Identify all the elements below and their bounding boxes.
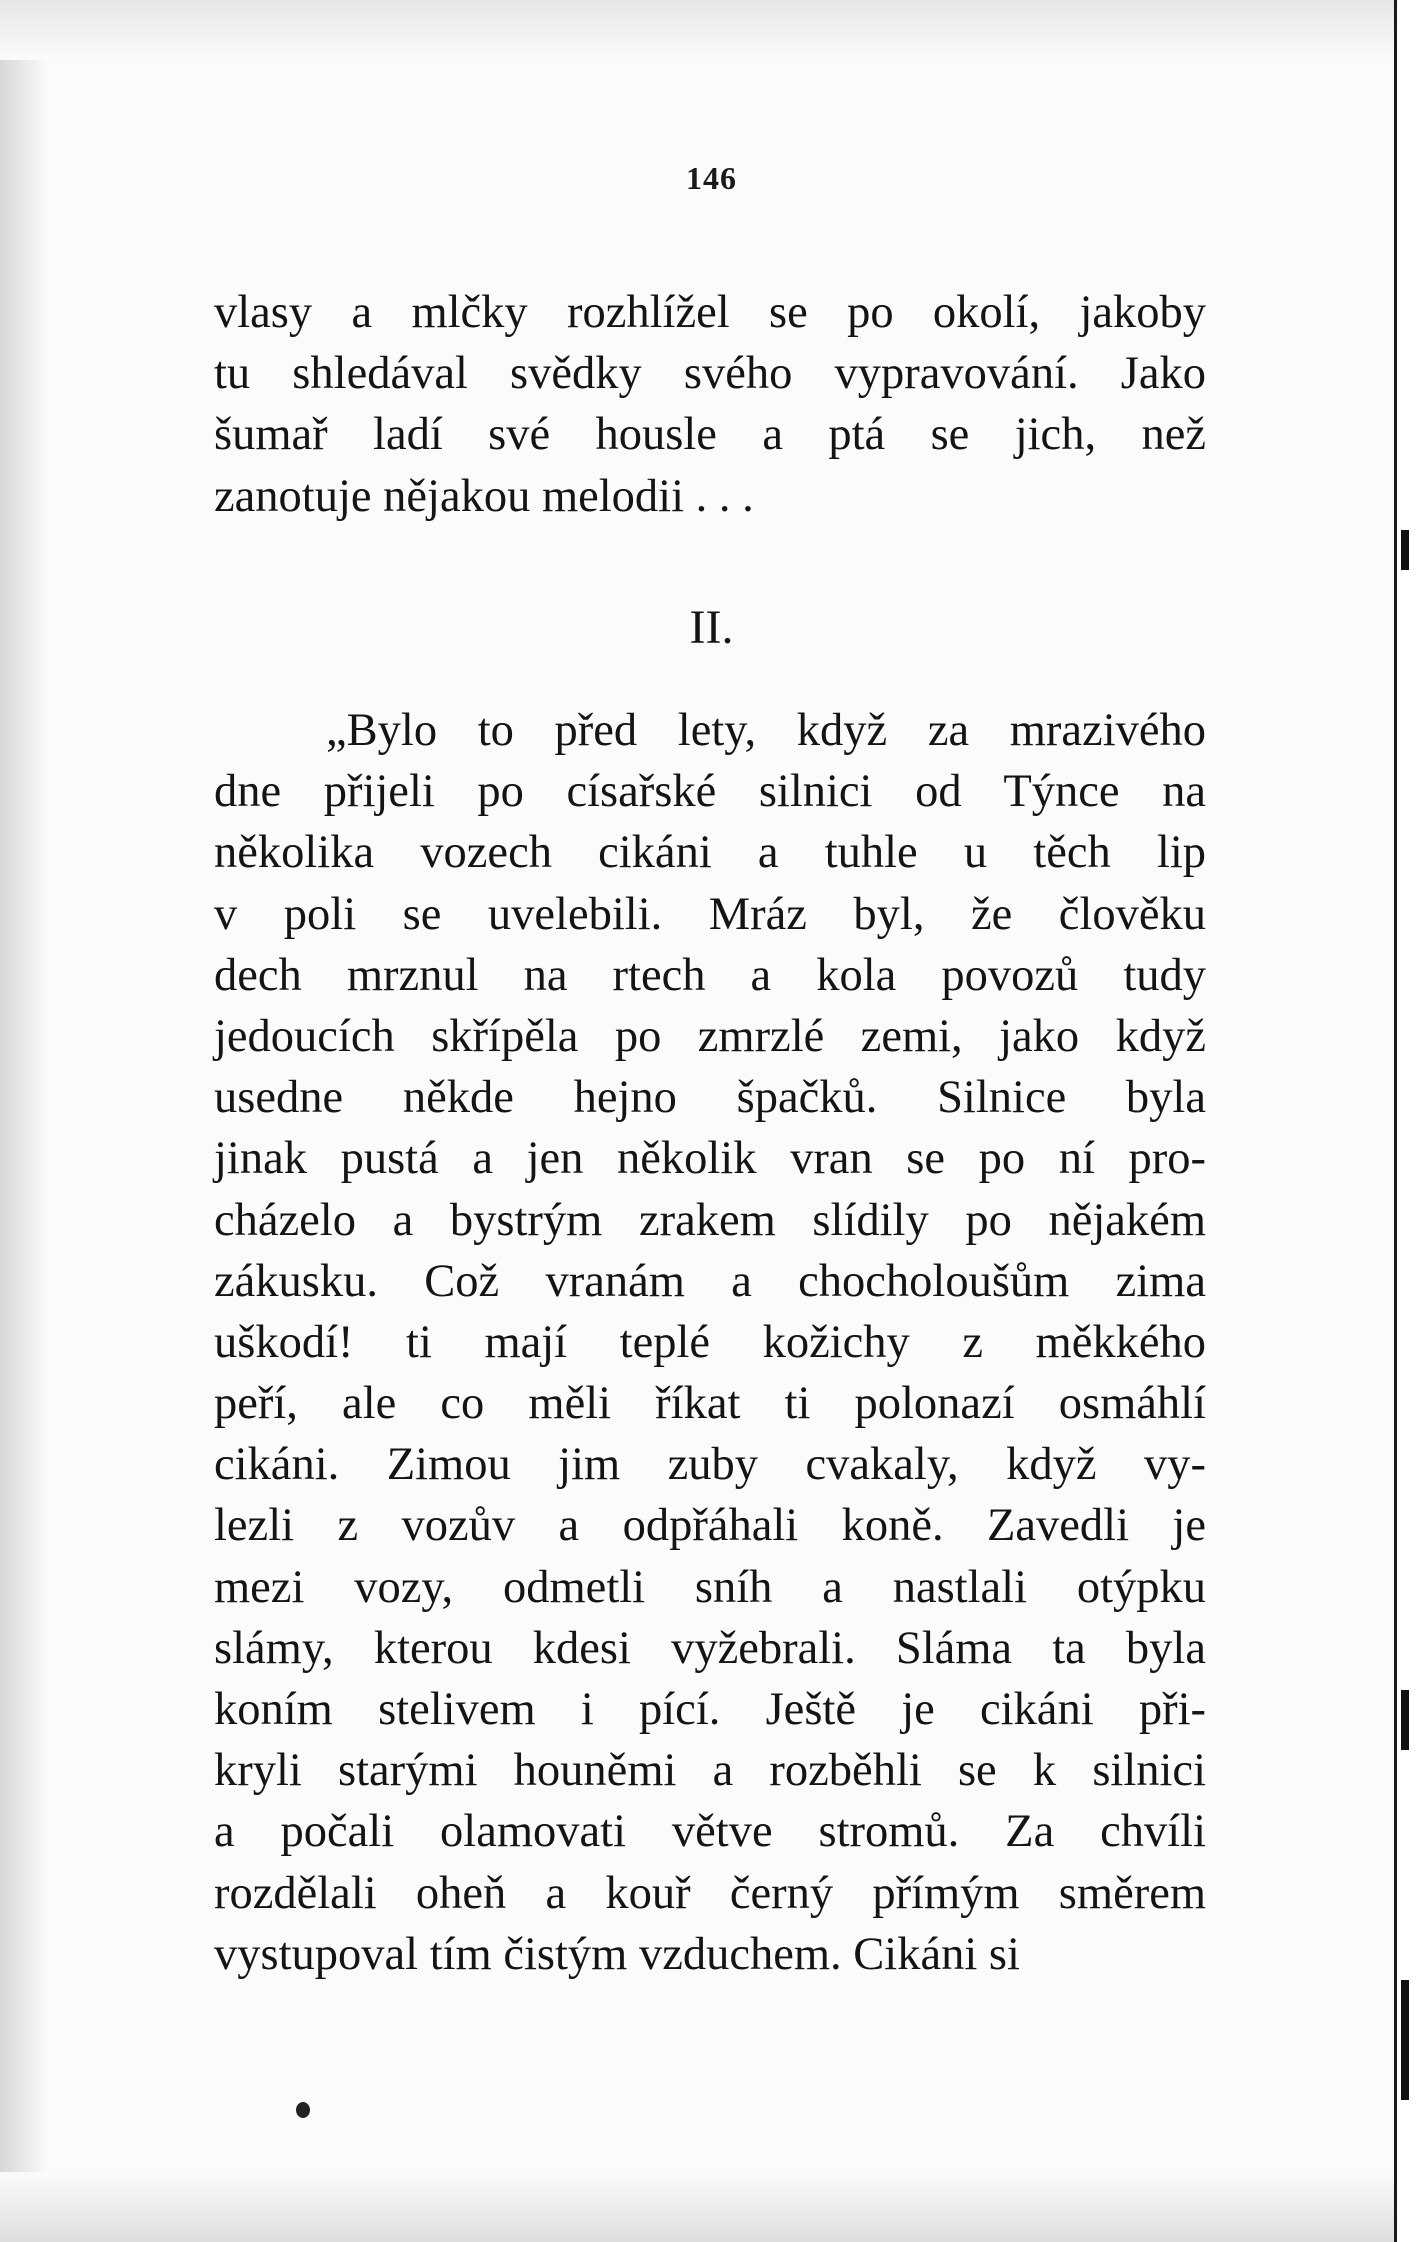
text-line: šumař ladí své housle a ptá se jich, než [214,409,1206,461]
section-heading: II. [689,601,734,654]
text-line: uškodí! ti mají teplé kožichy z měkkého [214,1316,1206,1368]
ink-speck [296,2102,310,2118]
text-line: cházelo a bystrým zrakem slídily po nějakém [214,1194,1206,1246]
text-line: rozdělali oheň a kouř černý přímým směrem [214,1867,1206,1919]
text-line: „Bylo to před lety, když za mrazivého [326,705,1206,756]
scan-edge-mark [1401,530,1409,570]
scan-top-shadow [0,0,1423,60]
text-line: několika vozech cikáni a tuhle u těch lip [214,827,1206,879]
text-line: zanotuje nějakou melodii . . . [214,470,754,522]
text-line: cikáni. Zimou jim zuby cvakaly, když vy- [214,1439,1206,1491]
text-line: v poli se uvelebili. Mráz byl, že člověku [214,888,1206,940]
text-line: jinak pustá a jen několik vran se po ní pro- [214,1133,1206,1185]
page-number: 146 [686,160,737,196]
text-line: tu shledával svědky svého vypravování. Jako [214,348,1206,400]
text-line: vlasy a mlčky rozhlížel se po okolí, jakoby [214,287,1206,338]
text-line: vystupoval tím čistým vzduchem. Cikáni si [214,1928,1020,1980]
text-line: jedoucích skřípěla po zmrzlé zemi, jako když [214,1010,1206,1062]
text-line: slámy, kterou kdesi vyžebrali. Sláma ta byla [214,1622,1206,1674]
scan-right-edge [1394,0,1423,2242]
text-line: dne přijeli po císařské silnici od Týnce na [214,766,1206,818]
text-line: usedne někde hejno špačků. Silnice byla [214,1072,1206,1124]
scan-edge-mark [1401,1690,1409,1750]
scan-left-shadow [0,0,48,2242]
paragraph-2 [214,700,1206,1985]
text-line: koním stelivem i pící. Ještě je cikáni při- [214,1684,1206,1735]
text-line: zákusku. Což vranám a chocholoušům zima [214,1255,1206,1307]
text-line: a počali olamovati větve stromů. Za chvíli [214,1806,1206,1858]
text-line: peří, ale co měli říkat ti polonazí osmáhlí [214,1378,1206,1430]
paragraph-1 [214,282,1206,527]
text-line: mezi vozy, odmetli sníh a nastlali otýpku [214,1561,1206,1613]
text-line: kryli starými houněmi a rozběhli se k silnici [214,1745,1206,1797]
text-line: dech mrznul na rtech a kola povozů tudy [214,949,1206,1001]
text-line: lezli z vozův a odpřáhali koně. Zavedli je [214,1500,1206,1552]
scan-bottom-shadow [0,2172,1423,2242]
scan-edge-mark [1401,1980,1409,2100]
